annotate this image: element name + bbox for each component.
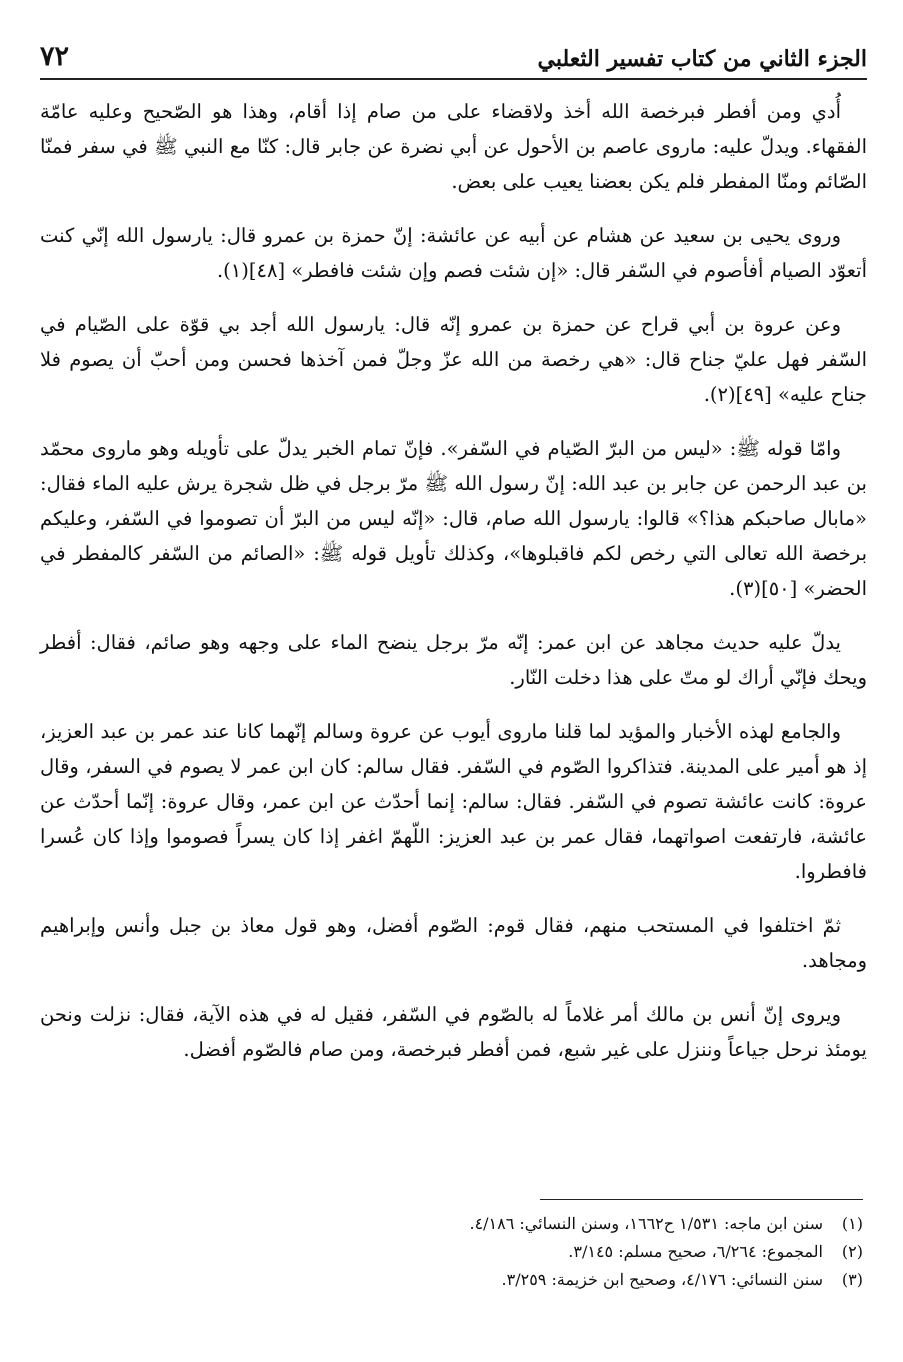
paragraph: والجامع لهذه الأخبار والمؤيد لما قلنا ماروى أيوب عن عروة وسالم إنّهما كانا عند عمر بن عبد العزيز، إذ هو أمير على المدينة. فتذاكروا الصّوم في السّفر. فقال سالم: كان ابن عمر لا يصوم في السفر، وقال عروة: كانت عائشة تصوم في السّفر. فقال: سالم: إنما أحدّث عن ابن عمر، وقال عروة: إنّما أحدّث عن عائشة، فارتفعت اصواتهما، فقال عمر بن عبد العزيز: اللّهمّ اغفر إذا كان يسراً فصوموا وإذا كان عُسرا فافطروا. <box>40 720 867 883</box>
footnote-divider <box>540 1199 863 1200</box>
paragraph: يدلّ عليه حديث مجاهد عن ابن عمر: إنّه مرّ برجل ينضح الماء على وجهه وهو صائم، فقال: أفطر ويحك فإنّي أراك لو متّ على هذا دخلت النّار. <box>40 631 867 689</box>
paragraph: ويروى إنّ أنس بن مالك أمر غلاماً له بالصّوم في السّفر، فقيل له في هذه الآية، فقال: نزلت ونحن يومئذ نرحل جياعاً وننزل على غير شبع، فمن أفطر فبرخصة، ومن صام فالصّوم أفضل. <box>40 1003 867 1061</box>
footnote-text: المجموع: ٦/٢٦٤، صحيح مسلم: ٣/١٤٥. <box>568 1242 823 1261</box>
paragraph: وامّا قوله ﷺ: «ليس من البرّ الصّيام في السّفر». فإنّ تمام الخبر يدلّ على تأويله وهو ماروى محمّد بن عبد الرحمن عن جابر بن عبد الله: إنّ رسول الله ﷺ مرّ برجل في ظل شجرة يرش عليه الماء فقال: «مابال صاحبكم هذا؟» قالوا: يارسول الله صام، قال: «إنّه ليس من البرّ أن تصوموا في السّفر، وعليكم برخصة الله تعالى التي رخص لكم فاقبلوها»، وكذلك تأويل قوله ﷺ: «الصائم من السّفر كالمفطر في الحضر» [٥٠](٣). <box>40 437 867 600</box>
paragraph: وروى يحيى بن سعيد عن هشام عن أبيه عن عائشة: إنّ حمزة بن عمرو قال: يارسول الله إنّي كنت أتعوّد الصيام أفأصوم في السّفر قال: «إن شئت فصم وإن شئت فافطر» [٤٨](١). <box>40 224 867 282</box>
footnotes <box>40 1210 863 1294</box>
paragraph: ثمّ اختلفوا في المستحب منهم، فقال قوم: الصّوم أفضل، وهو قول معاذ بن جبل وأنس وإبراهيم ومجاهد. <box>40 914 867 972</box>
book-title: الجزء الثاني من كتاب تفسير الثعلبي <box>537 46 867 72</box>
footnote <box>40 1238 863 1266</box>
footnote-text: سنن ابن ماجه: ١/٥٣١ ح١٦٦٢، وسنن النسائي: ٤/١٨٦. <box>469 1214 823 1233</box>
paragraph: وعن عروة بن أبي قراح عن حمزة بن عمرو إنّه قال: يارسول الله أجد بي قوّة على الصّيام في السّفر فهل عليّ جناح قال: «هي رخصة من الله عزّ وجلّ فمن آخذها فحسن ومن أحبّ أن يصوم فلا جناح عليه» [٤٩](٢). <box>40 313 867 406</box>
footnote-number: (٣) <box>841 1270 863 1289</box>
page-number: ٧٢ <box>40 41 70 72</box>
footnote-text: سنن النسائي: ٤/١٧٦، وصحيح ابن خزيمة: ٣/٢٥٩. <box>501 1270 823 1289</box>
running-header <box>40 34 867 80</box>
footnote-number: (٢) <box>841 1242 863 1261</box>
footnote <box>40 1210 863 1238</box>
footnote <box>40 1266 863 1294</box>
paragraph: أُدي ومن أفطر فبرخصة الله أخذ ولاقضاء على من صام إذا أقام، وهذا هو الصّحيح وعليه عامّة الفقهاء. ويدلّ عليه: ماروى عاصم بن الأحول عن أبي نضرة عن جابر قال: كنّا مع النبي ﷺ في سفر فمنّا الصّائم ومنّا المفطر فلم يكن بعضنا يعيب على بعض. <box>40 100 867 193</box>
footnote-number: (١) <box>841 1214 863 1233</box>
main-text <box>40 94 867 1086</box>
